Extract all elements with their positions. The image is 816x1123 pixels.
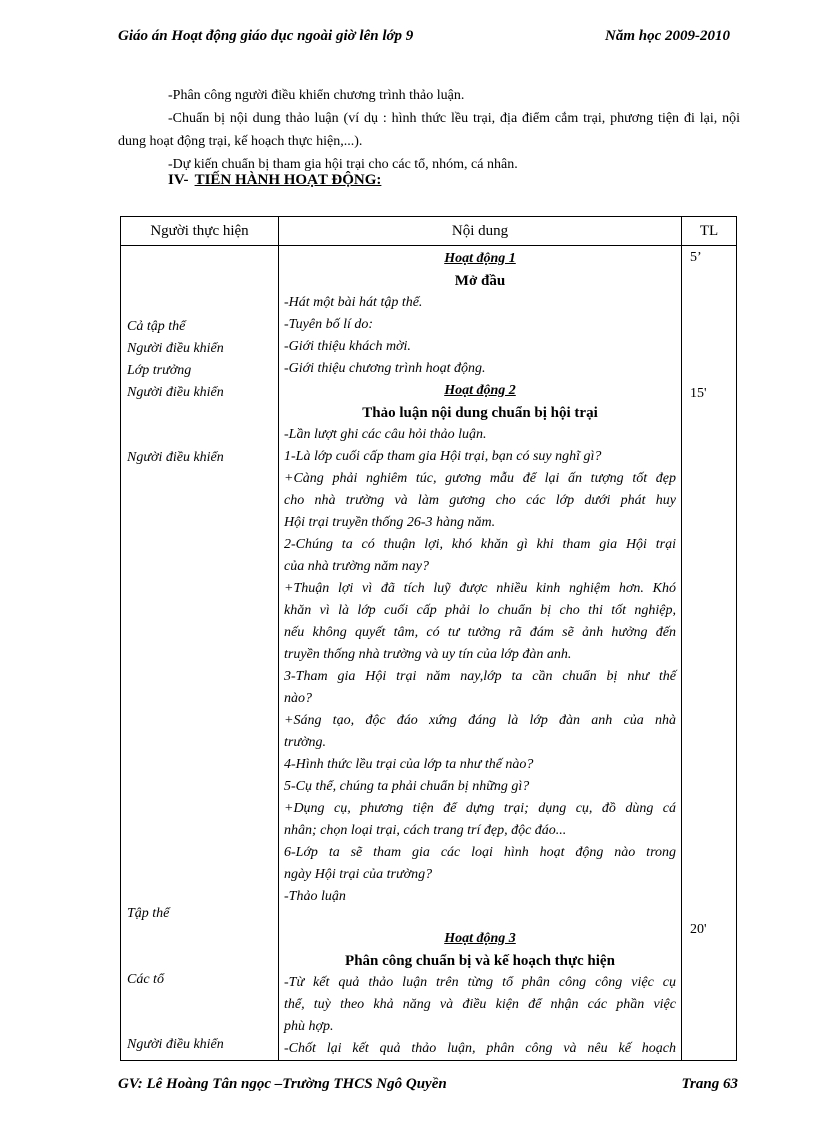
performer-label: Tập thể [127, 906, 170, 921]
content-line: -Giới thiệu khách mời. [284, 339, 411, 354]
performer-label: Lớp trưởng [127, 363, 192, 378]
content-line: phù hợp. [284, 1019, 334, 1034]
content-line: +Dụng cụ, phương tiện để dựng trại; dụng cụ, đồ dùng cá [284, 801, 676, 816]
performer-label: Người điều khiển [127, 1037, 224, 1052]
page-number: Trang 63 [681, 1076, 738, 1092]
performer-label: Người điều khiển [127, 341, 224, 356]
header-time: TL [682, 217, 737, 246]
performer-column [121, 246, 279, 1061]
content-line: -Giới thiệu chương trình hoạt động. [284, 361, 486, 376]
page-footer [118, 1076, 738, 1098]
author-line: GV: Lê Hoàng Tân ngọc –Trường THCS Ngô Quyền [118, 1076, 447, 1092]
activity-table [120, 216, 737, 1061]
performer-label: Cả tập thể [127, 319, 186, 334]
intro-line: -Phân công người điều khiển chương trình thảo luận. [168, 88, 465, 103]
content-line: +Sáng tạo, độc đáo xứng đáng là lớp đàn anh của nhà [284, 713, 676, 728]
content-line: -Hát một bài hát tập thể. [284, 295, 423, 310]
table-header-row [121, 217, 737, 246]
content-line: ngày Hội trại của trường? [284, 867, 433, 882]
section-number: IV- [168, 172, 189, 188]
header-performer: Người thực hiện [121, 217, 279, 246]
performer-label: Người điều khiển [127, 450, 224, 465]
content-line: Hội trại truyền thống 26-3 hàng năm. [284, 515, 496, 530]
document-title: Giáo án Hoạt động giáo dục ngoài giờ lên lớp 9 [118, 28, 414, 44]
content-line: -Lần lượt ghi các câu hỏi thảo luận. [284, 427, 487, 442]
content-line: của nhà trường năm nay? [284, 559, 429, 574]
activity-3 [284, 928, 676, 1060]
content-line: nhân; chọn loại trại, cách trang trí đẹp, độc đáo... [284, 823, 567, 838]
section-heading [168, 172, 381, 189]
content-line: -Từ kết quả thảo luận trên từng tổ phân công công việc cụ [284, 975, 676, 990]
content-line: 2-Chúng ta có thuận lợi, khó khăn gì khi tham gia Hội trại [284, 537, 676, 552]
activity-2 [284, 380, 676, 908]
content-line: trường. [284, 735, 326, 750]
content-line: truyền thống nhà trường và uy tín của lớp đàn anh. [284, 647, 572, 662]
content-line: 6-Lớp ta sẽ tham gia các loại hình hoạt động nào trong [284, 845, 676, 860]
intro-line: -Dự kiến chuẩn bị tham gia hội trại cho các tổ, nhóm, cá nhân. [168, 157, 518, 172]
activity-title: Hoạt động 2 [444, 383, 516, 398]
content-line: 5-Cụ thể, chúng ta phải chuẩn bị những gì? [284, 779, 530, 794]
content-line: cho nhà trường và làm gương cho các lớp dưới phát huy [284, 493, 676, 508]
content-line: 3-Tham gia Hội trại năm nay,lớp ta cần chuẩn bị như thế [284, 669, 676, 684]
school-year: Năm học 2009-2010 [605, 28, 730, 44]
content-line: 1-Là lớp cuối cấp tham gia Hội trại, bạn có suy nghĩ gì? [284, 449, 602, 464]
content-line: +Càng phải nghiêm túc, gương mẫu để lại ấn tượng tốt đẹp [284, 471, 676, 486]
performer-label: Các tổ [127, 972, 164, 987]
activity-subtitle: Mở đầu [454, 273, 506, 289]
activity-title: Hoạt động 1 [444, 251, 516, 266]
header-content: Nội dung [279, 217, 682, 246]
content-column [279, 246, 682, 1061]
activity-1 [284, 248, 676, 380]
section-title: TIẾN HÀNH HOẠT ĐỘNG: [194, 172, 382, 188]
activity-subtitle: Thảo luận nội dung chuẩn bị hội trại [362, 405, 598, 421]
time-value: 5’ [690, 250, 702, 265]
content-line: nào? [284, 691, 312, 706]
time-value: 20' [690, 922, 707, 937]
intro-line: -Chuẩn bị nội dung thảo luận (ví dụ : hình thức lều trại, địa điểm cắm trại, phương tiện đi lại, nội dung hoạt động trại, kế hoạch thực hiện,...). [118, 111, 740, 149]
activity-subtitle: Phân công chuẩn bị và kế hoạch thực hiện [345, 953, 615, 969]
table-row [121, 246, 737, 1061]
page-header [118, 28, 738, 50]
content-line: +Thuận lợi vì đã tích luỹ được nhiều kinh nghiệm hơn. Khó [284, 581, 676, 596]
intro-section [118, 84, 740, 176]
content-line: 4-Hình thức lều trại của lớp ta như thế nào? [284, 757, 534, 772]
content-line: -Tuyên bố lí do: [284, 317, 374, 332]
content-line: nếu không quyết tâm, có tư tưởng rã đám sẽ ảnh hưởng đến [284, 625, 676, 640]
content-line: -Thảo luận [284, 889, 346, 904]
performer-label: Người điều khiển [127, 385, 224, 400]
content-line: thể, tuỳ theo khả năng và điều kiện để nhận các phần việc [284, 997, 676, 1012]
activity-title: Hoạt động 3 [444, 931, 516, 946]
time-column [682, 246, 737, 1061]
content-line: -Chốt lại kết quả thảo luận, phân công và nêu kế hoạch [284, 1041, 676, 1056]
time-value: 15' [690, 386, 707, 401]
content-line: khăn vì là lớp cuối cấp phải lo chuẩn bị cho thi tốt nghiệp, [284, 603, 676, 618]
